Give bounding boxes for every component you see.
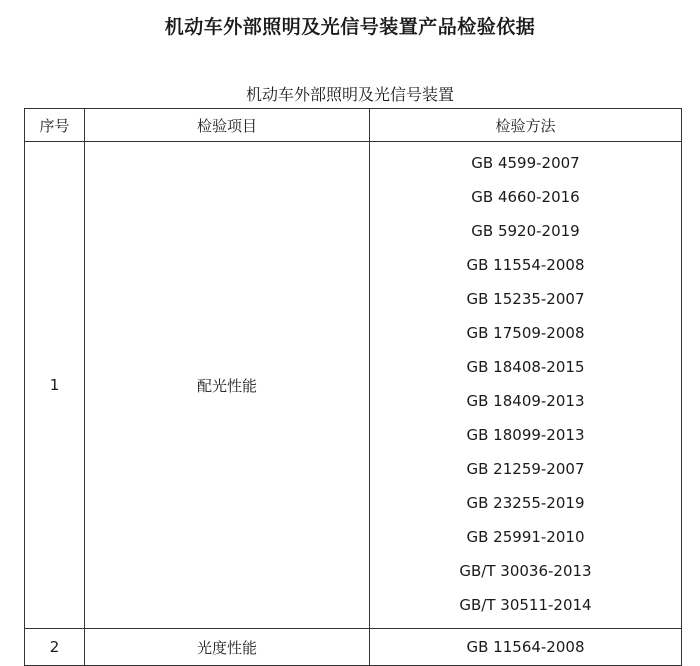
method-standard: GB/T 30511-2014 [459,596,592,614]
method-standard: GB 25991-2010 [466,528,585,546]
header-serial-number: 序号 [25,109,85,142]
method-standard: GB 18409-2013 [466,392,585,410]
method-standard: GB 17509-2008 [466,324,585,342]
method-list [370,142,681,628]
table-caption: 机动车外部照明及光信号装置 [245,85,454,104]
method-standard: GB 4660-2016 [471,188,580,206]
method-standard: GB 11554-2008 [466,256,585,274]
row-inspection-item: 光度性能 [85,629,370,666]
row-serial-number: 2 [25,629,85,666]
method-standard: GB 5920-2019 [471,222,580,240]
row-inspection-item: 配光性能 [85,142,370,629]
row-inspection-methods: GB 11564-2008 [370,629,682,666]
row-inspection-methods [370,142,682,629]
method-standard: GB/T 30036-2013 [459,562,592,580]
method-standard: GB 4599-2007 [471,154,580,172]
method-standard: GB 21259-2007 [466,460,585,478]
method-standard: GB 15235-2007 [466,290,585,308]
method-standard: GB 23255-2019 [466,494,585,512]
row-serial-number: 1 [25,142,85,629]
inspection-basis-table [24,108,682,666]
table-header-row [25,109,682,142]
method-standard: GB 18099-2013 [466,426,585,444]
document-title: 机动车外部照明及光信号装置产品检验依据 [164,16,536,38]
header-inspection-method: 检验方法 [370,109,682,142]
method-standard: GB 18408-2015 [466,358,585,376]
header-inspection-item: 检验项目 [85,109,370,142]
table-row [25,142,682,629]
